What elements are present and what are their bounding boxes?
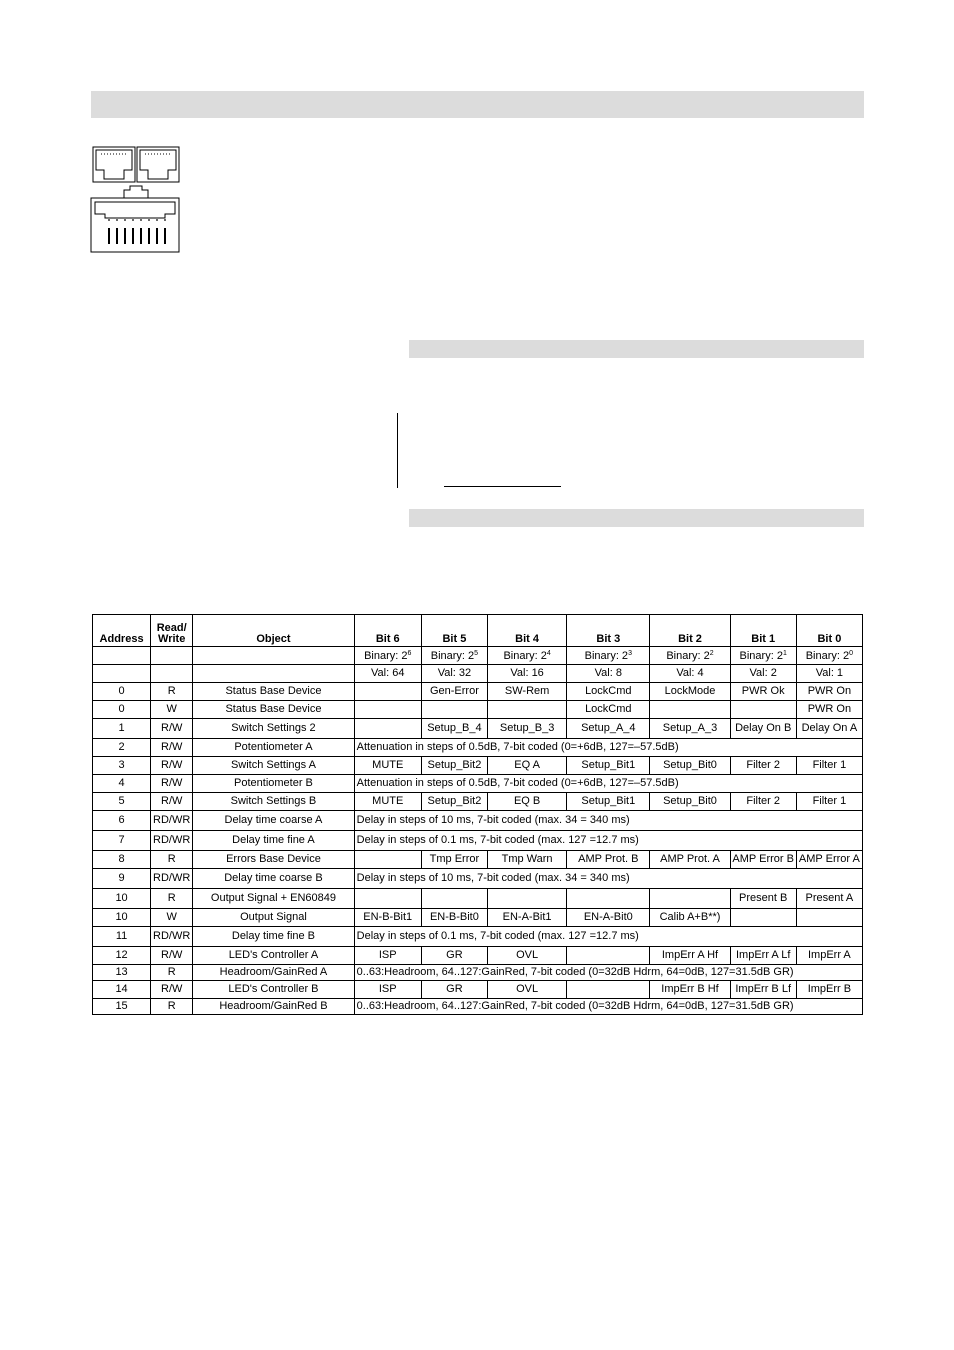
bit-1-cell: Delay On B <box>730 719 796 739</box>
bit-4-cell: OVL <box>488 981 567 999</box>
bit-1-cell <box>730 701 796 719</box>
table-row <box>93 981 863 999</box>
bit-5-cell: Gen-Error <box>421 683 487 701</box>
address-cell: 12 <box>93 947 151 965</box>
object-cell: Delay time coarse A <box>193 811 354 831</box>
bit-0-cell: ImpErr B <box>796 981 862 999</box>
read-write-cell: RD/WR <box>151 869 193 889</box>
address-cell: 13 <box>93 965 151 981</box>
description-cell: Delay in steps of 10 ms, 7-bit coded (max. 34 = 340 ms) <box>354 811 862 831</box>
object-cell: LED's Controller B <box>193 981 354 999</box>
binary-bit-6: Binary: $2^6$ <box>354 647 421 665</box>
bit-5-cell <box>421 701 487 719</box>
object-cell: Potentiometer A <box>193 739 354 757</box>
val-bit-2: Val: 4 <box>650 665 730 683</box>
bit-4-cell: EN-A-Bit1 <box>488 909 567 927</box>
value-row <box>93 665 863 683</box>
bit-2-cell: ImpErr B Hf <box>650 981 730 999</box>
binary-bit-1: Binary: $2^1$ <box>730 647 796 665</box>
read-write-cell: R/W <box>151 947 193 965</box>
val-bit-3: Val: 8 <box>567 665 650 683</box>
bit-3-cell <box>567 889 650 909</box>
read-write-cell: RD/WR <box>151 927 193 947</box>
table-row <box>93 831 863 851</box>
bit-3-cell: Setup_Bit1 <box>567 793 650 811</box>
table-row <box>93 999 863 1015</box>
read-write-cell: R <box>151 851 193 869</box>
read-write-cell: R <box>151 965 193 981</box>
address-cell: 10 <box>93 889 151 909</box>
bit-3-cell: AMP Prot. B <box>567 851 650 869</box>
bit-0-cell: PWR On <box>796 701 862 719</box>
address-cell: 8 <box>93 851 151 869</box>
bit-5-cell: Tmp Error <box>421 851 487 869</box>
address-cell: 1 <box>93 719 151 739</box>
bit-1-cell: PWR Ok <box>730 683 796 701</box>
table-row <box>93 719 863 739</box>
address-cell: 10 <box>93 909 151 927</box>
table-row <box>93 775 863 793</box>
object-cell: Status Base Device <box>193 683 354 701</box>
header-bit-6: Bit 6 <box>354 615 421 647</box>
bit-3-cell <box>567 947 650 965</box>
object-cell: Errors Base Device <box>193 851 354 869</box>
object-cell: Switch Settings A <box>193 757 354 775</box>
bit-5-cell: GR <box>421 947 487 965</box>
bit-5-cell: EN-B-Bit0 <box>421 909 487 927</box>
bit-6-cell: MUTE <box>354 793 421 811</box>
bit-5-cell: Setup_Bit2 <box>421 793 487 811</box>
bit-6-cell <box>354 851 421 869</box>
object-cell: Output Signal <box>193 909 354 927</box>
bit-3-cell: Setup_Bit1 <box>567 757 650 775</box>
table-row <box>93 869 863 889</box>
bit-6-cell <box>354 683 421 701</box>
bit-6-cell <box>354 719 421 739</box>
bit-0-cell: Delay On A <box>796 719 862 739</box>
bit-5-cell: GR <box>421 981 487 999</box>
bit-4-cell: EQ B <box>488 793 567 811</box>
binary-bit-0: Binary: $2^0$ <box>796 647 862 665</box>
rj45-connector-icon <box>90 146 182 254</box>
bit-5-cell <box>421 889 487 909</box>
section-header-bar <box>91 91 864 118</box>
bit-0-cell: Present A <box>796 889 862 909</box>
bit-0-cell: Filter 1 <box>796 757 862 775</box>
object-cell: Headroom/GainRed A <box>193 965 354 981</box>
address-cell: 0 <box>93 683 151 701</box>
bit-1-cell: Present B <box>730 889 796 909</box>
read-write-cell: W <box>151 909 193 927</box>
bit-6-cell: ISP <box>354 981 421 999</box>
bit-6-cell: ISP <box>354 947 421 965</box>
header-bit-4: Bit 4 <box>488 615 567 647</box>
bit-1-cell: AMP Error B <box>730 851 796 869</box>
address-cell: 4 <box>93 775 151 793</box>
address-cell: 11 <box>93 927 151 947</box>
bit-1-cell <box>730 909 796 927</box>
description-cell: Delay in steps of 10 ms, 7-bit coded (max. 34 = 340 ms) <box>354 869 862 889</box>
address-cell: 2 <box>93 739 151 757</box>
table-row <box>93 811 863 831</box>
bit-4-cell: Setup_B_3 <box>488 719 567 739</box>
object-cell: Potentiometer B <box>193 775 354 793</box>
bit-3-cell: Setup_A_4 <box>567 719 650 739</box>
bit-3-cell: LockCmd <box>567 701 650 719</box>
bit-1-cell: Filter 2 <box>730 757 796 775</box>
table-row <box>93 909 863 927</box>
object-cell: Switch Settings 2 <box>193 719 354 739</box>
subsection-bar <box>409 509 864 527</box>
header-bit-1: Bit 1 <box>730 615 796 647</box>
header-bit-3: Bit 3 <box>567 615 650 647</box>
table-row <box>93 851 863 869</box>
binary-bit-2: Binary: $2^2$ <box>650 647 730 665</box>
vertical-rule <box>397 413 398 488</box>
bit-6-cell: MUTE <box>354 757 421 775</box>
table-row <box>93 965 863 981</box>
bit-2-cell <box>650 889 730 909</box>
bit-3-cell: LockCmd <box>567 683 650 701</box>
object-cell: LED's Controller A <box>193 947 354 965</box>
bit-4-cell: OVL <box>488 947 567 965</box>
binary-bit-5: Binary: $2^5$ <box>421 647 487 665</box>
bit-1-cell: ImpErr A Lf <box>730 947 796 965</box>
bit-6-cell <box>354 701 421 719</box>
header-bit-0: Bit 0 <box>796 615 862 647</box>
bit-2-cell: Setup_A_3 <box>650 719 730 739</box>
val-bit-1: Val: 2 <box>730 665 796 683</box>
object-cell: Status Base Device <box>193 701 354 719</box>
address-cell: 9 <box>93 869 151 889</box>
header-row <box>93 615 863 647</box>
bit-0-cell <box>796 909 862 927</box>
bit-2-cell: Setup_Bit0 <box>650 793 730 811</box>
bit-2-cell: Setup_Bit0 <box>650 757 730 775</box>
bit-2-cell: AMP Prot. A <box>650 851 730 869</box>
object-cell: Delay time fine A <box>193 831 354 851</box>
read-write-cell: R <box>151 999 193 1015</box>
read-write-cell: R/W <box>151 757 193 775</box>
bit-0-cell: ImpErr A <box>796 947 862 965</box>
address-cell: 5 <box>93 793 151 811</box>
address-cell: 0 <box>93 701 151 719</box>
binary-bit-3: Binary: $2^3$ <box>567 647 650 665</box>
val-bit-0: Val: 1 <box>796 665 862 683</box>
binary-row <box>93 647 863 665</box>
header-read-write: Read/ Write <box>151 615 193 647</box>
bit-0-cell: AMP Error A <box>796 851 862 869</box>
register-table <box>92 614 863 1015</box>
bit-0-cell: Filter 1 <box>796 793 862 811</box>
bit-6-cell: EN-B-Bit1 <box>354 909 421 927</box>
bit-4-cell <box>488 889 567 909</box>
header-object: Object <box>193 615 354 647</box>
table-row <box>93 757 863 775</box>
description-cell: Attenuation in steps of 0.5dB, 7-bit coded (0=+6dB, 127=–57.5dB) <box>354 739 862 757</box>
bit-0-cell: PWR On <box>796 683 862 701</box>
address-cell: 7 <box>93 831 151 851</box>
table-row <box>93 927 863 947</box>
bit-1-cell: ImpErr B Lf <box>730 981 796 999</box>
address-cell: 3 <box>93 757 151 775</box>
bit-3-cell: EN-A-Bit0 <box>567 909 650 927</box>
table-row <box>93 947 863 965</box>
table-row <box>93 683 863 701</box>
val-bit-5: Val: 32 <box>421 665 487 683</box>
read-write-cell: R/W <box>151 739 193 757</box>
val-bit-4: Val: 16 <box>488 665 567 683</box>
object-cell: Headroom/GainRed B <box>193 999 354 1015</box>
read-write-cell: R <box>151 889 193 909</box>
bit-6-cell <box>354 889 421 909</box>
bit-2-cell: LockMode <box>650 683 730 701</box>
header-address: Address <box>93 615 151 647</box>
read-write-cell: R <box>151 683 193 701</box>
read-write-cell: RD/WR <box>151 811 193 831</box>
address-cell: 6 <box>93 811 151 831</box>
address-cell: 14 <box>93 981 151 999</box>
read-write-cell: R/W <box>151 793 193 811</box>
table-row <box>93 793 863 811</box>
bit-2-cell <box>650 701 730 719</box>
description-cell: Delay in steps of 0.1 ms, 7-bit coded (max. 127 =12.7 ms) <box>354 927 862 947</box>
table-row <box>93 889 863 909</box>
description-cell: 0..63:Headroom, 64..127:GainRed, 7-bit coded (0=32dB Hdrm, 64=0dB, 127=31.5dB GR) <box>354 965 862 981</box>
bit-2-cell: ImpErr A Hf <box>650 947 730 965</box>
bit-5-cell: Setup_Bit2 <box>421 757 487 775</box>
object-cell: Delay time coarse B <box>193 869 354 889</box>
bit-4-cell: SW-Rem <box>488 683 567 701</box>
binary-bit-4: Binary: $2^4$ <box>488 647 567 665</box>
read-write-cell: R/W <box>151 719 193 739</box>
bit-3-cell <box>567 981 650 999</box>
address-cell: 15 <box>93 999 151 1015</box>
object-cell: Output Signal + EN60849 <box>193 889 354 909</box>
underline-rule <box>444 486 561 487</box>
read-write-cell: R/W <box>151 775 193 793</box>
table-row <box>93 739 863 757</box>
read-write-cell: RD/WR <box>151 831 193 851</box>
description-cell: Delay in steps of 0.1 ms, 7-bit coded (max. 127 =12.7 ms) <box>354 831 862 851</box>
val-bit-6: Val: 64 <box>354 665 421 683</box>
bit-4-cell: EQ A <box>488 757 567 775</box>
header-bit-5: Bit 5 <box>421 615 487 647</box>
read-write-cell: W <box>151 701 193 719</box>
bit-1-cell: Filter 2 <box>730 793 796 811</box>
bit-2-cell: Calib A+B**) <box>650 909 730 927</box>
subsection-bar <box>409 340 864 358</box>
object-cell: Delay time fine B <box>193 927 354 947</box>
table-row <box>93 701 863 719</box>
description-cell: Attenuation in steps of 0.5dB, 7-bit coded (0=+6dB, 127=–57.5dB) <box>354 775 862 793</box>
bit-4-cell: Tmp Warn <box>488 851 567 869</box>
bit-4-cell <box>488 701 567 719</box>
description-cell: 0..63:Headroom, 64..127:GainRed, 7-bit coded (0=32dB Hdrm, 64=0dB, 127=31.5dB GR) <box>354 999 862 1015</box>
object-cell: Switch Settings B <box>193 793 354 811</box>
read-write-cell: R/W <box>151 981 193 999</box>
bit-5-cell: Setup_B_4 <box>421 719 487 739</box>
header-bit-2: Bit 2 <box>650 615 730 647</box>
